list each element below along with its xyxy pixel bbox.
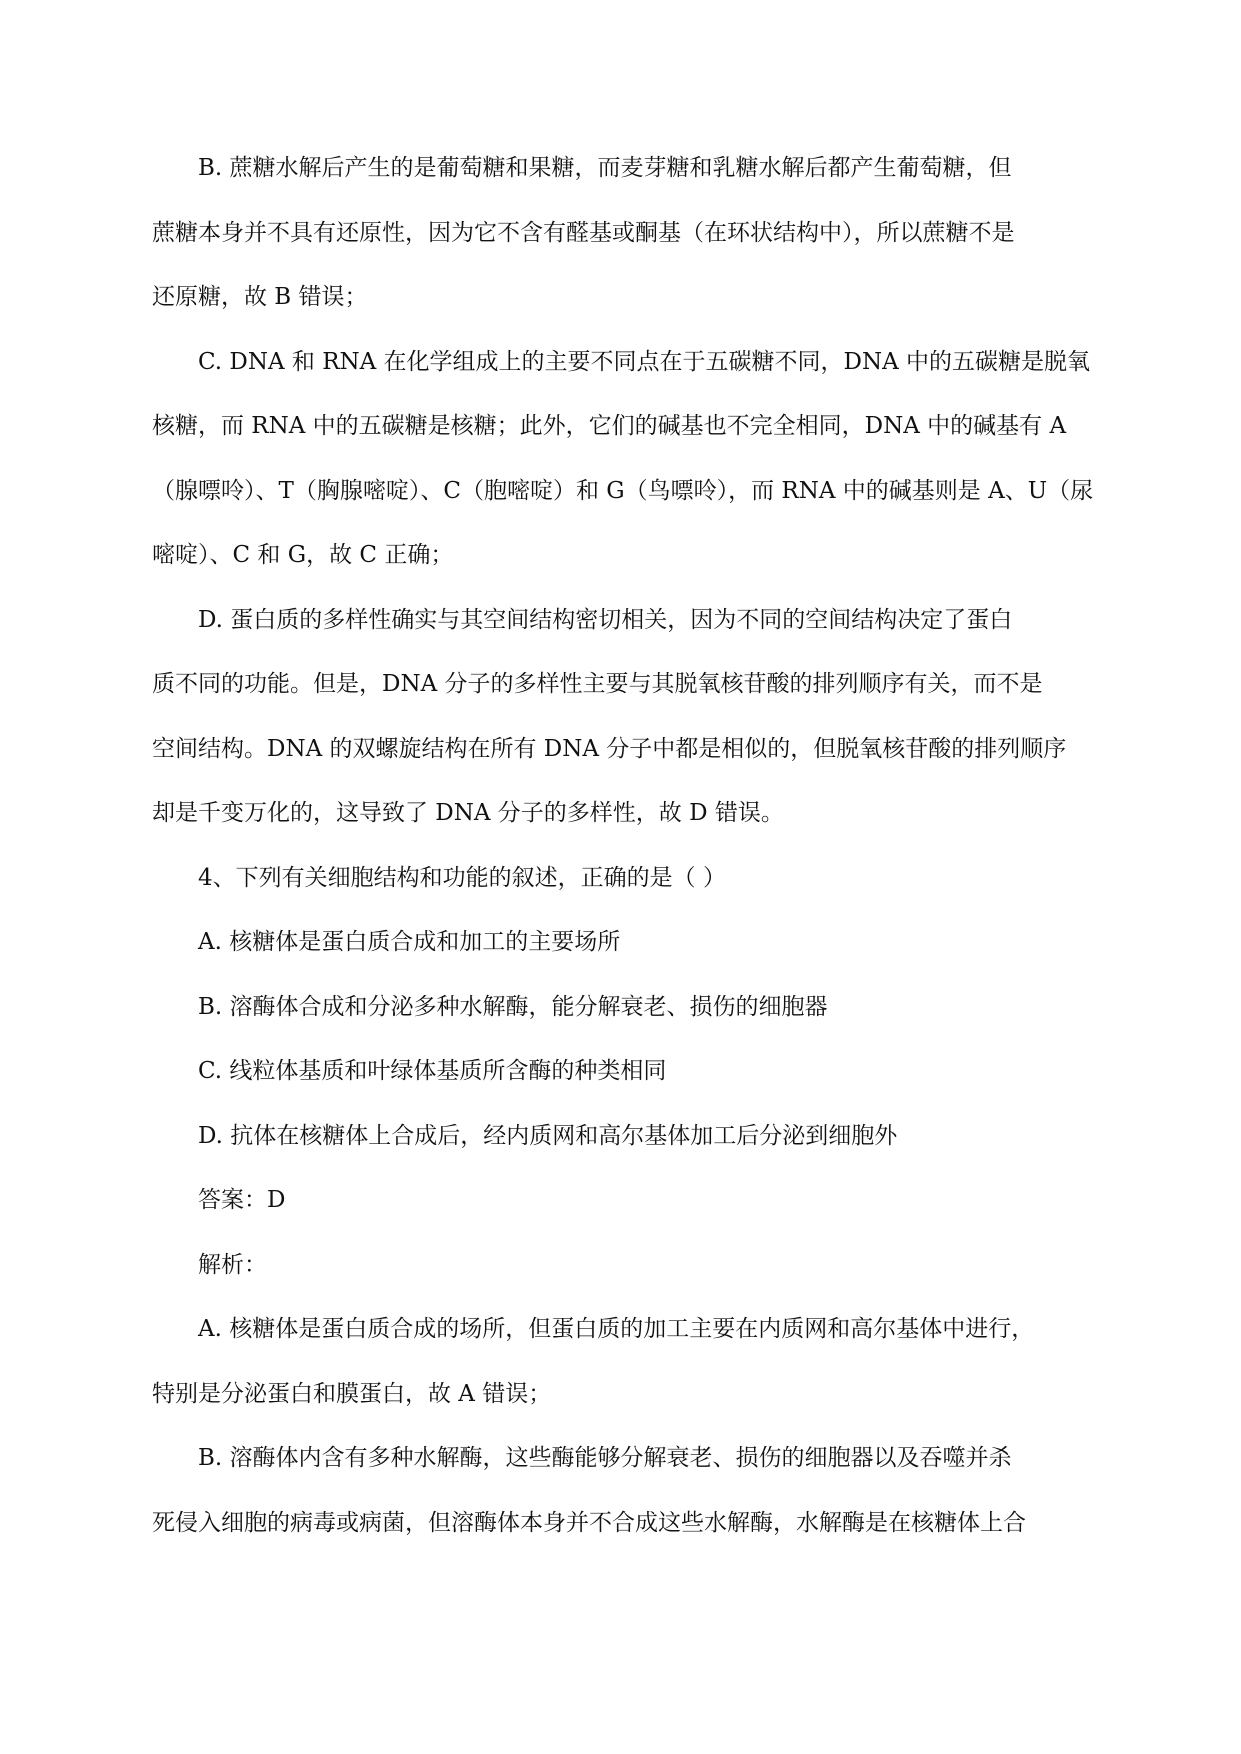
explanation-q3-option-d (152, 588, 1092, 846)
text-line: C. DNA 和 RNA 在化学组成上的主要不同点在于五碳糖不同，DNA 中的五碳糖是脱氧 (198, 348, 1091, 375)
analysis-option-a (152, 1297, 1092, 1426)
text-line: 空间结构。DNA 的双螺旋结构在所有 DNA 分子中都是相似的，但脱氧核苷酸的排列顺序 (152, 735, 1067, 762)
question-4-stem: 4、下列有关细胞结构和功能的叙述，正确的是（ ） (198, 864, 726, 891)
question-4-option-b: B. 溶酶体合成和分泌多种水解酶，能分解衰老、损伤的细胞器 (198, 993, 828, 1020)
explanation-q3-option-c (152, 330, 1092, 588)
question-4-option-a: A. 核糖体是蛋白质合成和加工的主要场所 (198, 929, 621, 955)
text-line: 特别是分泌蛋白和膜蛋白，故 A 错误； (152, 1380, 552, 1407)
question-4-option-d: D. 抗体在核糖体上合成后，经内质网和高尔基体加工后分泌到细胞外 (198, 1122, 898, 1149)
text-line: （腺嘌呤）、T（胸腺嘧啶）、C（胞嘧啶）和 G（鸟嘌呤），而 RNA 中的碱基则是 A、U（尿 (152, 477, 1094, 504)
text-line: 还原糖，故 B 错误； (152, 284, 368, 310)
analysis-option-b (152, 1426, 1092, 1555)
text-line: 却是千变万化的，这导致了 DNA 分子的多样性，故 D 错误。 (152, 800, 784, 826)
text-line: 死侵入细胞的病毒或病菌，但溶酶体本身并不合成这些水解酶，水解酶是在核糖体上合 (152, 1509, 1026, 1536)
question-4-option-c: C. 线粒体基质和叶绿体基质所含酶的种类相同 (198, 1058, 667, 1084)
text-line: A. 核糖体是蛋白质合成的场所，但蛋白质的加工主要在内质网和高尔基体中进行， (198, 1316, 1035, 1342)
text-line: 质不同的功能。但是，DNA 分子的多样性主要与其脱氧核苷酸的排列顺序有关，而不是 (152, 671, 1043, 697)
question-4-answer: 答案：D (198, 1187, 286, 1213)
text-line: B. 溶酶体内含有多种水解酶，这些酶能够分解衰老、损伤的细胞器以及吞噬并杀 (198, 1445, 1012, 1471)
text-line: 嘧啶）、C 和 G，故 C 正确； (152, 542, 454, 568)
text-line: 蔗糖本身并不具有还原性，因为它不含有醛基或酮基（在环状结构中），所以蔗糖不是 (152, 219, 1015, 246)
document-page (152, 136, 1092, 1555)
explanation-q3-option-b (152, 136, 1092, 330)
text-line: B. 蔗糖水解后产生的是葡萄糖和果糖，而麦芽糖和乳糖水解后都产生葡萄糖，但 (198, 155, 1012, 181)
text-line: D. 蛋白质的多样性确实与其空间结构密切相关，因为不同的空间结构决定了蛋白 (198, 606, 1013, 633)
question-4-analysis-label: 解析： (198, 1251, 267, 1278)
text-line: 核糖，而 RNA 中的五碳糖是核糖；此外，它们的碱基也不完全相同，DNA 中的碱基有 A (152, 413, 1067, 439)
